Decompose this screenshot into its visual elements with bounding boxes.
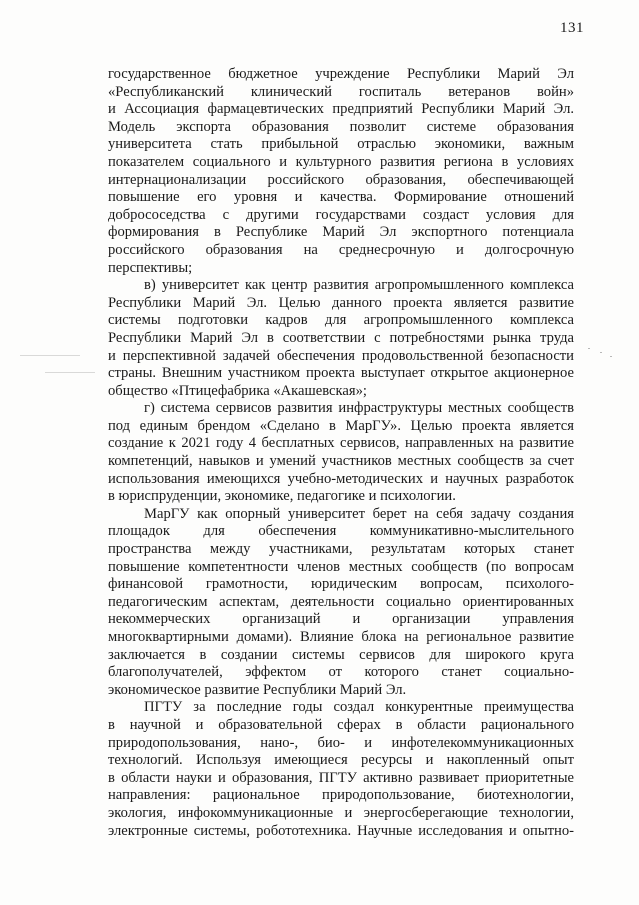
text-line: перспективы;	[108, 259, 193, 276]
text-line: педагогическим аспектам, деятельности социально ориентированных	[108, 593, 574, 610]
text-line: «Республиканский клинический госпиталь ветеранов войн»	[108, 83, 574, 100]
page-number: 131	[560, 20, 584, 36]
text-line: формирования в Республике Марий Эл экспортного потенциала	[108, 224, 574, 241]
text-line: благополучателей, эффектом от которого станет социально-	[108, 664, 574, 681]
text-line: пространства между участниками, результатам которых станет	[108, 541, 574, 558]
text-line: экология, инфокоммуникационные и энергосберегающие технологии,	[108, 804, 574, 821]
text-line: российского образования на среднесрочную и долгосрочную	[108, 241, 574, 258]
text-line: г) система сервисов развития инфраструктуры местных сообществ	[144, 400, 574, 417]
text-line: в) университет как центр развития агропромышленного комплекса	[144, 277, 574, 294]
scan-artifact-right-2	[600, 352, 602, 353]
text-line: в научной и образовательной сферах в области рационального	[108, 716, 574, 733]
text-line: некоммерческих организаций и организации управления	[108, 611, 574, 628]
text-line: показателем социального и культурного развития региона в условиях	[108, 153, 574, 170]
text-line: Республики Марий Эл. Целью данного проекта является развитие	[108, 294, 574, 311]
text-line: в юриспруденции, экономике, педагогике и психологии.	[108, 488, 456, 505]
text-line: площадок для обеспечения коммуникативно-мыслительного	[108, 523, 574, 540]
text-line: и перспективной задачей обеспечения продовольственной безопасности	[108, 347, 574, 364]
body-text	[108, 66, 574, 840]
text-line: под единым брендом «Сделано в МарГУ». Целью проекта является	[108, 417, 574, 434]
scan-artifact-right	[588, 348, 590, 349]
text-line: Республики Марий Эл в соответствии с потребностями рынка труда	[108, 329, 574, 346]
scan-artifact-right-3	[610, 356, 612, 357]
text-line: компетенций, навыков и умений участников местных сообществ за счет	[108, 453, 574, 470]
text-line: системы подготовки кадров для агропромышленного комплекса	[108, 312, 574, 329]
text-line: технологий. Используя имеющиеся ресурсы и накопленный опыт	[108, 752, 574, 769]
text-line: Модель экспорта образования позволит системе образования	[108, 118, 574, 135]
text-line: университета стать прибыльной отраслью экономики, важным	[108, 136, 574, 153]
text-line: направления: рациональное природопользование, биотехнологии,	[108, 787, 574, 804]
text-line: заключается в создании системы сервисов для широкого круга	[108, 646, 574, 663]
text-line: использования имеющихся учебно-методических и научных разработок	[108, 470, 574, 487]
text-line: электронные системы, робототехника. Научные исследования и опытно-	[108, 822, 574, 839]
text-line: страны. Внешним участником проекта выступает открытое акционерное	[108, 365, 574, 382]
text-line: финансовой грамотности, юридическим вопросам, психолого-	[108, 576, 574, 593]
text-line: общество «Птицефабрика «Акашевская»;	[108, 382, 367, 399]
text-line: в области науки и образования, ПГТУ активно развивает приоритетные	[108, 769, 574, 786]
text-line: многоквартирными домами). Влияние блока на региональное развитие	[108, 629, 574, 645]
text-line: ПГТУ за последние годы создал конкурентные преимущества	[144, 699, 574, 716]
text-line: повышение его уровня и качества. Формирование отношений	[108, 189, 574, 206]
text-line: природопользования, нано-, био- и инфотелекоммуникационных	[108, 734, 574, 751]
scan-artifact-left	[20, 355, 80, 356]
text-line: повышение компетентности членов местных сообществ (по вопросам	[108, 558, 574, 575]
text-line: добрососедства с другими государствами создаст условия для	[108, 206, 574, 223]
text-line: МарГУ как опорный университет берет на себя задачу создания	[144, 505, 574, 522]
text-line: и Ассоциация фармацевтических предприятий Республики Марий Эл.	[108, 101, 574, 118]
text-line: экономическое развитие Республики Марий Эл.	[108, 681, 407, 698]
text-line: создание к 2021 году 4 бесплатных сервисов, направленных на развитие	[108, 435, 574, 452]
text-line: государственное бюджетное учреждение Республики Марий Эл	[108, 66, 574, 82]
scan-artifact-left-2	[45, 372, 95, 373]
text-line: интернационализации российского образования, обеспечивающей	[108, 171, 574, 188]
